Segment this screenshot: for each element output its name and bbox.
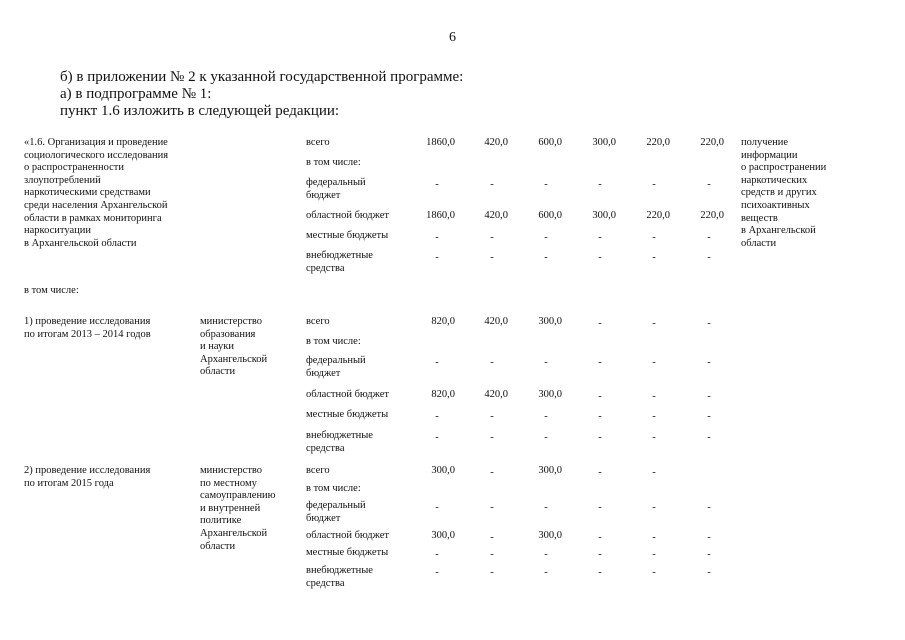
item-title: 2) проведение исследования	[24, 465, 151, 476]
value-cell: -	[707, 391, 711, 402]
value-cell: -	[544, 252, 548, 263]
row-label: местные бюджеты	[306, 547, 389, 558]
value-cell: 420,0	[484, 389, 508, 400]
item-executor: и науки	[200, 341, 234, 353]
row-label: всего	[306, 316, 330, 327]
value-cell: -	[707, 502, 711, 513]
value-cell: 220,0	[646, 210, 670, 221]
value-cell: 420,0	[484, 316, 508, 327]
value-cell: -	[435, 179, 439, 190]
value-cell: -	[490, 411, 494, 422]
row-label: областной бюджет	[306, 530, 389, 541]
value-cell: -	[652, 467, 656, 478]
value-cell: -	[544, 179, 548, 190]
value-cell: -	[544, 357, 548, 368]
value-cell: 300,0	[431, 530, 455, 541]
value-cell: -	[652, 318, 656, 329]
value-cell: -	[652, 567, 656, 578]
value-cell: 600,0	[538, 210, 562, 221]
row-label: всего	[306, 137, 330, 148]
value-cell: 300,0	[538, 465, 562, 476]
item-executor: и внутренней	[200, 502, 261, 514]
item-executor: министерство	[200, 465, 263, 476]
value-cell: 300,0	[538, 530, 562, 541]
value-cell: -	[490, 232, 494, 243]
value-cell: -	[598, 502, 602, 513]
value-cell: -	[707, 432, 711, 443]
value-cell: 300,0	[431, 465, 455, 476]
value-cell: -	[652, 411, 656, 422]
item-title: по итогам 2015 года	[24, 477, 114, 489]
value-cell: -	[544, 432, 548, 443]
expected-result: области	[741, 237, 777, 249]
value-cell: -	[598, 318, 602, 329]
value-cell: -	[435, 252, 439, 263]
value-cell: -	[652, 532, 656, 543]
row-label: внебюджетные	[306, 430, 373, 441]
section-title: наркоситуации	[24, 225, 91, 237]
value-cell: -	[707, 179, 711, 190]
value-cell: -	[490, 252, 494, 263]
row-label: областной бюджет	[306, 389, 389, 400]
value-cell: -	[490, 179, 494, 190]
value-cell: 820,0	[431, 316, 455, 327]
intro-line: б) в приложении № 2 к указанной государственной программе:	[60, 69, 464, 85]
item-executor: самоуправлению	[200, 490, 276, 502]
value-cell: 1860,0	[426, 210, 455, 221]
value-cell: -	[544, 549, 548, 560]
value-cell: -	[652, 232, 656, 243]
intro-line: а) в подпрограмме № 1:	[60, 86, 212, 102]
value-cell: 420,0	[484, 210, 508, 221]
row-label: бюджет	[306, 367, 341, 379]
value-cell: -	[652, 179, 656, 190]
value-cell: -	[652, 252, 656, 263]
value-cell: -	[652, 357, 656, 368]
row-label: средства	[306, 442, 345, 454]
value-cell: 300,0	[538, 389, 562, 400]
value-cell: 220,0	[700, 210, 724, 221]
item-executor: политике	[200, 515, 242, 527]
section-title: наркотическими средствами	[24, 187, 151, 199]
row-label: средства	[306, 577, 345, 589]
value-cell: -	[435, 549, 439, 560]
row-label: бюджет	[306, 189, 341, 201]
value-cell: -	[598, 391, 602, 402]
value-cell: -	[652, 502, 656, 513]
value-cell: -	[598, 549, 602, 560]
row-label: всего	[306, 465, 330, 476]
value-cell: -	[490, 502, 494, 513]
item-executor: области	[200, 366, 236, 378]
value-cell: -	[707, 567, 711, 578]
value-cell: -	[598, 179, 602, 190]
value-cell: 300,0	[538, 316, 562, 327]
intro-line: пункт 1.6 изложить в следующей редакции:	[60, 103, 340, 119]
row-label: внебюджетные	[306, 250, 373, 261]
value-cell: -	[707, 357, 711, 368]
value-cell: -	[544, 232, 548, 243]
expected-result: о распространении	[741, 162, 827, 174]
value-cell: 300,0	[592, 137, 616, 148]
value-cell: -	[490, 567, 494, 578]
value-cell: 420,0	[484, 137, 508, 148]
item-executor: Архангельской	[200, 528, 268, 539]
value-cell: -	[490, 532, 494, 543]
value-cell: -	[707, 411, 711, 422]
item-executor: Архангельской	[200, 353, 268, 365]
value-cell: -	[490, 549, 494, 560]
expected-result: наркотических	[741, 174, 808, 186]
item-title: 1) проведение исследования	[24, 316, 151, 327]
row-label: областной бюджет	[306, 210, 389, 221]
page-number: 6	[449, 30, 456, 45]
value-cell: -	[435, 502, 439, 513]
section-title: о распространенности	[24, 162, 125, 174]
value-cell: -	[707, 532, 711, 543]
value-cell: -	[598, 252, 602, 263]
value-cell: -	[435, 232, 439, 243]
value-cell: -	[707, 252, 711, 263]
row-label: федеральный	[306, 177, 366, 188]
value-cell: -	[435, 432, 439, 443]
section-title: среди населения Архангельской	[24, 200, 168, 211]
expected-result: в Архангельской	[741, 225, 816, 237]
row-label: средства	[306, 262, 345, 274]
value-cell: -	[598, 357, 602, 368]
value-cell: -	[598, 232, 602, 243]
including-label: в том числе:	[24, 285, 79, 296]
value-cell: 300,0	[592, 210, 616, 221]
section-title: области в рамках мониторинга	[24, 212, 162, 224]
row-label: внебюджетные	[306, 565, 373, 576]
value-cell: 1860,0	[426, 137, 455, 148]
value-cell: -	[544, 567, 548, 578]
item-executor: области	[200, 540, 236, 552]
value-cell: -	[435, 411, 439, 422]
value-cell: 220,0	[700, 137, 724, 148]
item-title: по итогам 2013 – 2014 годов	[24, 328, 151, 340]
value-cell: -	[652, 391, 656, 402]
expected-result: веществ	[741, 212, 778, 224]
row-label: в том числе:	[306, 157, 361, 168]
value-cell: -	[598, 432, 602, 443]
expected-result: психоактивных	[741, 200, 810, 211]
row-label: в том числе:	[306, 336, 361, 347]
section-title: в Архангельской области	[24, 237, 137, 249]
row-label: федеральный	[306, 355, 366, 366]
value-cell: -	[435, 357, 439, 368]
value-cell: -	[490, 432, 494, 443]
value-cell: -	[652, 432, 656, 443]
value-cell: -	[544, 411, 548, 422]
value-cell: -	[598, 467, 602, 478]
expected-result: средств и других	[741, 187, 817, 199]
row-label: бюджет	[306, 512, 341, 524]
section-title: злоупотреблений	[24, 174, 101, 186]
expected-result: получение	[741, 137, 789, 148]
item-executor: по местному	[200, 477, 257, 489]
value-cell: -	[544, 502, 548, 513]
expected-result: информации	[741, 149, 798, 161]
value-cell: 600,0	[538, 137, 562, 148]
value-cell: -	[707, 549, 711, 560]
value-cell: -	[490, 467, 494, 478]
value-cell: -	[707, 232, 711, 243]
row-label: федеральный	[306, 500, 366, 511]
value-cell: -	[707, 318, 711, 329]
value-cell: -	[598, 411, 602, 422]
section-title: «1.6. Организация и проведение	[24, 137, 168, 148]
item-executor: образования	[200, 328, 256, 340]
value-cell: 220,0	[646, 137, 670, 148]
value-cell: -	[652, 549, 656, 560]
section-title: социологического исследования	[24, 149, 169, 161]
value-cell: -	[598, 532, 602, 543]
row-label: в том числе:	[306, 483, 361, 494]
value-cell: -	[490, 357, 494, 368]
row-label: местные бюджеты	[306, 409, 389, 420]
value-cell: 820,0	[431, 389, 455, 400]
item-executor: министерство	[200, 316, 263, 327]
value-cell: -	[435, 567, 439, 578]
value-cell: -	[598, 567, 602, 578]
row-label: местные бюджеты	[306, 230, 389, 241]
